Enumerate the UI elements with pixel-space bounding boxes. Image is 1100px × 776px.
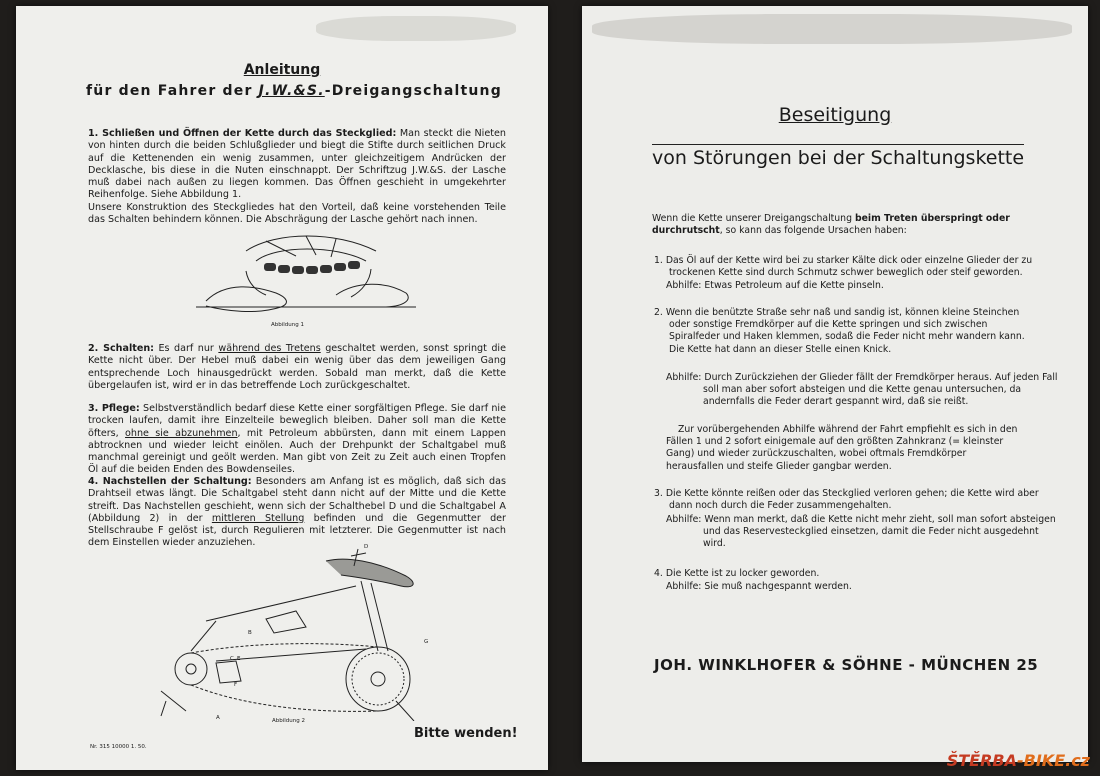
figure-1-caption: Abbildung 1 — [271, 322, 305, 328]
title-part-a: für den Fahrer der — [86, 83, 253, 99]
section-1-heading: 1. Schließen und Öffnen der Kette durch das Steckglied: — [88, 128, 397, 139]
title-subtitle — [86, 83, 526, 99]
section-2-text-a: Es darf nur — [158, 343, 214, 354]
section-2-heading: 2. Schalten: — [88, 343, 155, 354]
item-1-help-text: Etwas Petroleum auf die Kette pinseln. — [704, 280, 884, 291]
print-code: Nr. 315 10000 1. 50. — [90, 744, 147, 750]
section-3 — [88, 403, 506, 477]
item-2: 2. Wenn die benützte Straße sehr naß und sandig ist, können kleine Steinchen oder sonstige Fremdkörper auf die Kette springen und sich zwischen Spiralfeder und Haken klemmen, sodaß die Feder nicht mehr wandern kann. Die Kette hat dann an dieser Stelle einen Knick. — [654, 307, 1025, 355]
intro-text-b: , so kann das folgende Ursachen haben: — [719, 225, 907, 237]
item-1-help — [666, 280, 1024, 292]
figure-1-chain-hands — [186, 211, 426, 321]
item-2-extra: Zur vorübergehenden Abhilfe während der Fahrt empfiehlt es sich in den Fällen 1 und 2 sofort einigemale auf den größten Zahnkranz (= kleinster Gang) und wieder zurückzuschalten, wobei oftmals Fremdkörper herausfallen und steife Glieder gangbar werden. — [666, 424, 1018, 472]
figure-2-label-b: B — [248, 630, 252, 636]
watermark-part-b: -BIKE.cz — [1017, 751, 1090, 770]
watermark-part-a: ŠTĚRBA — [946, 751, 1017, 770]
section-1-text: Man steckt die Nieten von hinten durch die beiden Schlußglieder und biegt die Stifte durch seitlichen Druck auf die Kettenenden ein wenig zusammen, unter gleichzeitigem Andrücken der Decklasche, bis diese in die Nuten einschnappt. Der Schriftzug J.W.&S. der Lasche muß dabei nach außen zu liegen kommen. Das Öffnen geschieht in umgekehrter Reihenfolge. Siehe Abbildung 1. — [88, 128, 506, 201]
section-3-text-a: Selbstverständlich bedarf diese Kette einer sorgfältigen Pflege. Sie darf nie trocken laufen, damit ihre Einzelteile beweglich bleiben. Daher soll man die Kette öfters, — [88, 403, 506, 439]
title-anleitung: Anleitung — [243, 62, 321, 78]
figure-2-label-d: D — [364, 544, 369, 550]
section-4 — [88, 476, 506, 550]
item-2-help-label: Abhilfe: — [666, 372, 702, 383]
intro-text-a: Wenn die Kette unserer Dreigangschaltung — [652, 213, 852, 224]
brand-logo: J.W.&S. — [258, 83, 325, 99]
section-4-emphasis: mittleren Stellung — [211, 512, 305, 524]
title-beseitigung: Beseitigung — [778, 104, 892, 126]
item-4-help-label: Abhilfe: — [666, 581, 702, 592]
item-3: 3. Die Kette könnte reißen oder das Steckglied verloren gehen; die Kette wird aber dann noch durch die Feder zusammengehalten. — [654, 488, 1039, 512]
section-1-text2: Unsere Konstruktion des Steckgliedes hat den Vorteil, daß keine vorstehenden Teile das Schalten behindern können. Die Abschrägung der Lasche gehört nach innen. — [88, 201, 506, 226]
instruction-sheet-right — [582, 6, 1088, 762]
item-4-help — [666, 581, 1024, 593]
section-3-emphasis: ohne sie abzunehmen — [125, 427, 238, 439]
bitte-wenden: Bitte wenden! — [414, 726, 518, 741]
item-1-help-label: Abhilfe: — [666, 280, 702, 291]
title-stoerungen: von Störungen bei der Schaltungskette — [652, 144, 1024, 169]
figure-2-label-g: G — [424, 639, 429, 645]
section-2-emphasis: während des Tretens — [218, 343, 321, 354]
figure-2-label-e: E — [237, 656, 241, 662]
section-4-text-b: befinden und die Gegenmutter der Stellschraube F gelöst ist, durch Regulieren mit letzterer. Die Gegenmutter ist nach dem Einstellen wieder anzuziehen. — [88, 512, 507, 549]
title-part-b: -Dreigangschaltung — [324, 83, 502, 99]
figure-2-label-a: A — [216, 715, 220, 721]
item-4-help-text: Sie muß nachgespannt werden. — [704, 581, 852, 592]
item-3-help — [666, 514, 1061, 551]
figure-2-label-c: C — [230, 656, 234, 662]
item-1: 1. Das Öl auf der Kette wird bei zu starker Kälte dick oder einzelne Glieder der zu trockenen Kette sind durch Schmutz schwer beweglich oder steif geworden. — [654, 255, 1033, 279]
watermark-logo — [947, 751, 1090, 770]
item-3-help-text: Wenn man merkt, daß die Kette nicht mehr zieht, soll man sofort absteigen und das Reservesteckglied einsetzen, damit die Feder nicht ausgedehnt wird. — [703, 514, 1056, 550]
item-2-help-text: Durch Zurückziehen der Glieder fällt der Fremdkörper heraus. Auf jeden Fall soll man aber sofort absteigen und die Kette genau untersuchen, da andernfalls die Feder derart gespannt wird, daß sie reißt. — [703, 372, 1058, 408]
item-3-help-label: Abhilfe: — [666, 514, 702, 525]
instruction-sheet-left — [16, 6, 548, 770]
section-2-text-b: geschaltet werden, sonst springt die Kette nicht über. Der Hebel muß dabei ein wenig über das dem jeweiligen Gang entsprechende Loch hinausgedrückt werden. Sobald man merkt, daß die Kette übergelaufen ist, wird er in das betreffende Loch zurückgeschaltet. — [88, 343, 506, 391]
section-4-heading: 4. Nachstellen der Schaltung: — [88, 476, 252, 487]
section-3-text-b: , mit Petroleum abbürsten, dann mit einem Lappen abtrocknen und wieder leicht einölen. Auch der Drehpunkt der Schaltgabel muß manchmal gereinigt und geölt werden. Man gibt von Zeit zu Zeit auch einen Tropfen Öl auf die beiden Enden des Bowdenseiles. — [88, 427, 507, 476]
publisher-footer: JOH. WINKLHOFER & SÖHNE - MÜNCHEN 25 — [654, 656, 1039, 674]
section-2 — [88, 343, 506, 392]
figure-2-caption: Abbildung 2 — [272, 718, 306, 724]
item-4: 4. Die Kette ist zu locker geworden. — [654, 568, 820, 579]
figure-2-label-f: F — [234, 682, 238, 688]
figure-2-drivetrain — [156, 541, 456, 721]
section-4-text-a: Besonders am Anfang ist es möglich, daß sich das Drahtseil etwas längt. Die Schaltgabel steht dann nicht auf der Mitte und die Kette streift. Das Nachstellen geschieht, wenn sich der Schalthebel D und die Schaltgabel A (Abbildung 2) in der — [88, 476, 506, 524]
intro-emphasis: beim Treten überspringt oder durchrutscht — [652, 213, 1010, 237]
intro — [652, 213, 1022, 237]
item-2-help — [666, 372, 1061, 409]
section-3-heading: 3. Pflege: — [88, 403, 140, 414]
